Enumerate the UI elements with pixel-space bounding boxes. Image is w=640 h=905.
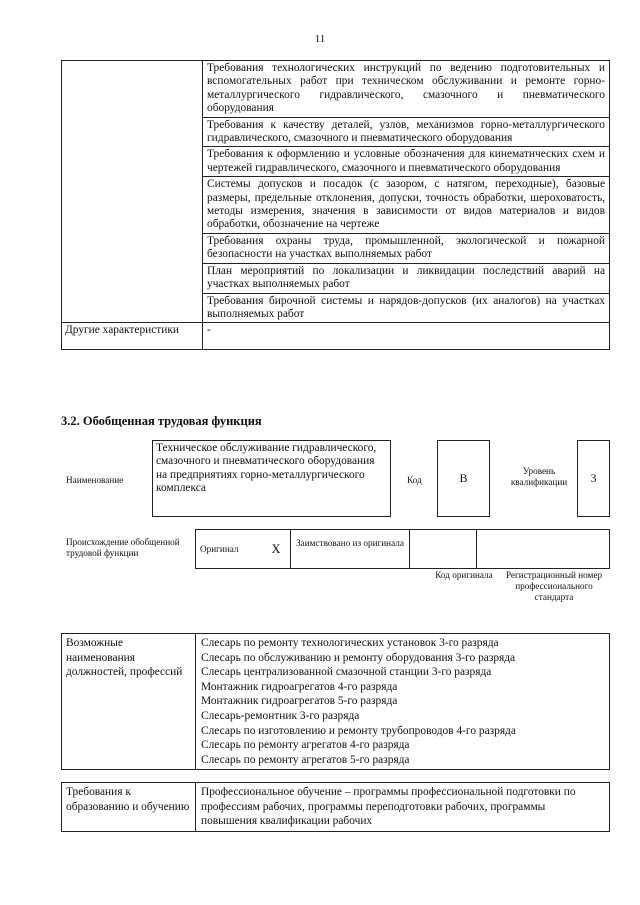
code-original-label: Код оригинала: [435, 570, 493, 580]
requirements-label-cell: [62, 61, 203, 323]
section-heading: 3.2. Обобщенная трудовая функция: [61, 414, 262, 428]
code-original-cell: [410, 530, 477, 569]
original-mark: X: [262, 530, 291, 569]
qualification-level-label: Уровень квалификации: [510, 466, 568, 487]
requirement-item: Требования охраны труда, промышленной, экологической и пожарной безопасности на участках выполняемых работ: [203, 233, 610, 263]
requirement-item: Требования к качеству деталей, узлов, механизмов горно-металлургического гидравлического, смазочного и пневматического оборудования: [203, 117, 610, 147]
position-item: Слесарь-ремонтник 3-го разряда: [201, 709, 360, 722]
name-label: Наименование: [66, 475, 124, 485]
requirement-item: Требования технологических инструкций по ведению подготовительных и вспомогательных работ при техническом обслуживании и ремонте горно-металлургического гидравлического, смазочного и пневматического оборудования: [203, 61, 610, 118]
code-label: Код: [407, 475, 422, 485]
table-row: [62, 61, 610, 118]
education-label: Требования к образованию и обучению: [62, 783, 196, 832]
requirement-item: Требования бирочной системы и нарядов-допусков (их аналогов) на участках выполняемых работ: [203, 293, 610, 323]
requirement-item: План мероприятий по локализации и ликвидации последствий аварий на участках выполняемых работ: [203, 263, 610, 293]
reg-number-label: Регистрационный номер профессионального стандарта: [505, 570, 603, 602]
position-item: Слесарь централизованной смазочной станции 3-го разряда: [201, 666, 492, 679]
positions-label: Возможные наименования должностей, профессий: [62, 634, 196, 770]
position-item: Монтажник гидроагрегатов 5-го разряда: [201, 695, 398, 708]
requirement-item: Требования к оформлению и условные обозначения для кинематических схем и чертежей гидравлического, смазочного и пневматического оборудования: [203, 147, 610, 177]
position-item: Слесарь по ремонту агрегатов 4-го разряда: [201, 739, 410, 752]
position-item: Слесарь по ремонту технологических установок 3-го разряда: [201, 637, 499, 649]
requirement-item: Системы допусков и посадок (с зазором, с натягом, переходные), базовые размеры, предельные отклонения, допуски, точность обработки, шероховатость, методы измерения, значения в зависимости от видов материалов и видов обработки, обозначение на чертеже: [203, 177, 610, 234]
positions-table: [61, 633, 610, 770]
origin-table: [195, 529, 610, 569]
positions-list: [196, 634, 610, 770]
education-value: Профессиональное обучение – программы профессиональной подготовки по профессиям рабочих, программы переподготовки рабочих, программы повышения квалификации рабочих: [196, 783, 610, 832]
reg-number-cell: [477, 530, 610, 569]
position-item: Монтажник гидроагрегатов 4-го разряда: [201, 680, 398, 693]
requirements-table: [61, 60, 610, 350]
education-table: [61, 782, 610, 832]
other-characteristics-label: Другие характеристики: [62, 323, 203, 350]
code-value: В: [437, 440, 490, 517]
table-row: [196, 530, 610, 569]
table-row: [62, 634, 610, 770]
borrowed-label: Заимствовано из оригинала: [291, 530, 410, 569]
other-characteristics-value: -: [203, 323, 610, 350]
table-row: [62, 783, 610, 832]
page-number: 11: [314, 33, 326, 45]
position-item: Слесарь по ремонту агрегатов 5-го разряда: [201, 753, 410, 766]
original-label: Оригинал: [196, 530, 263, 569]
position-item: Слесарь по изготовлению и ремонту трубопроводов 4-го разряда: [201, 724, 516, 737]
origin-label: Происхождение обобщенной трудовой функции: [66, 537, 180, 558]
position-item: Слесарь по обслуживанию и ремонту оборудования 3-го разряда: [201, 651, 516, 664]
qualification-level-value: 3: [577, 440, 610, 517]
function-name-value: Техническое обслуживание гидравлического, смазочного и пневматического оборудования на предприятиях горно-металлургического комплекса: [152, 440, 391, 517]
table-row: [62, 323, 610, 350]
